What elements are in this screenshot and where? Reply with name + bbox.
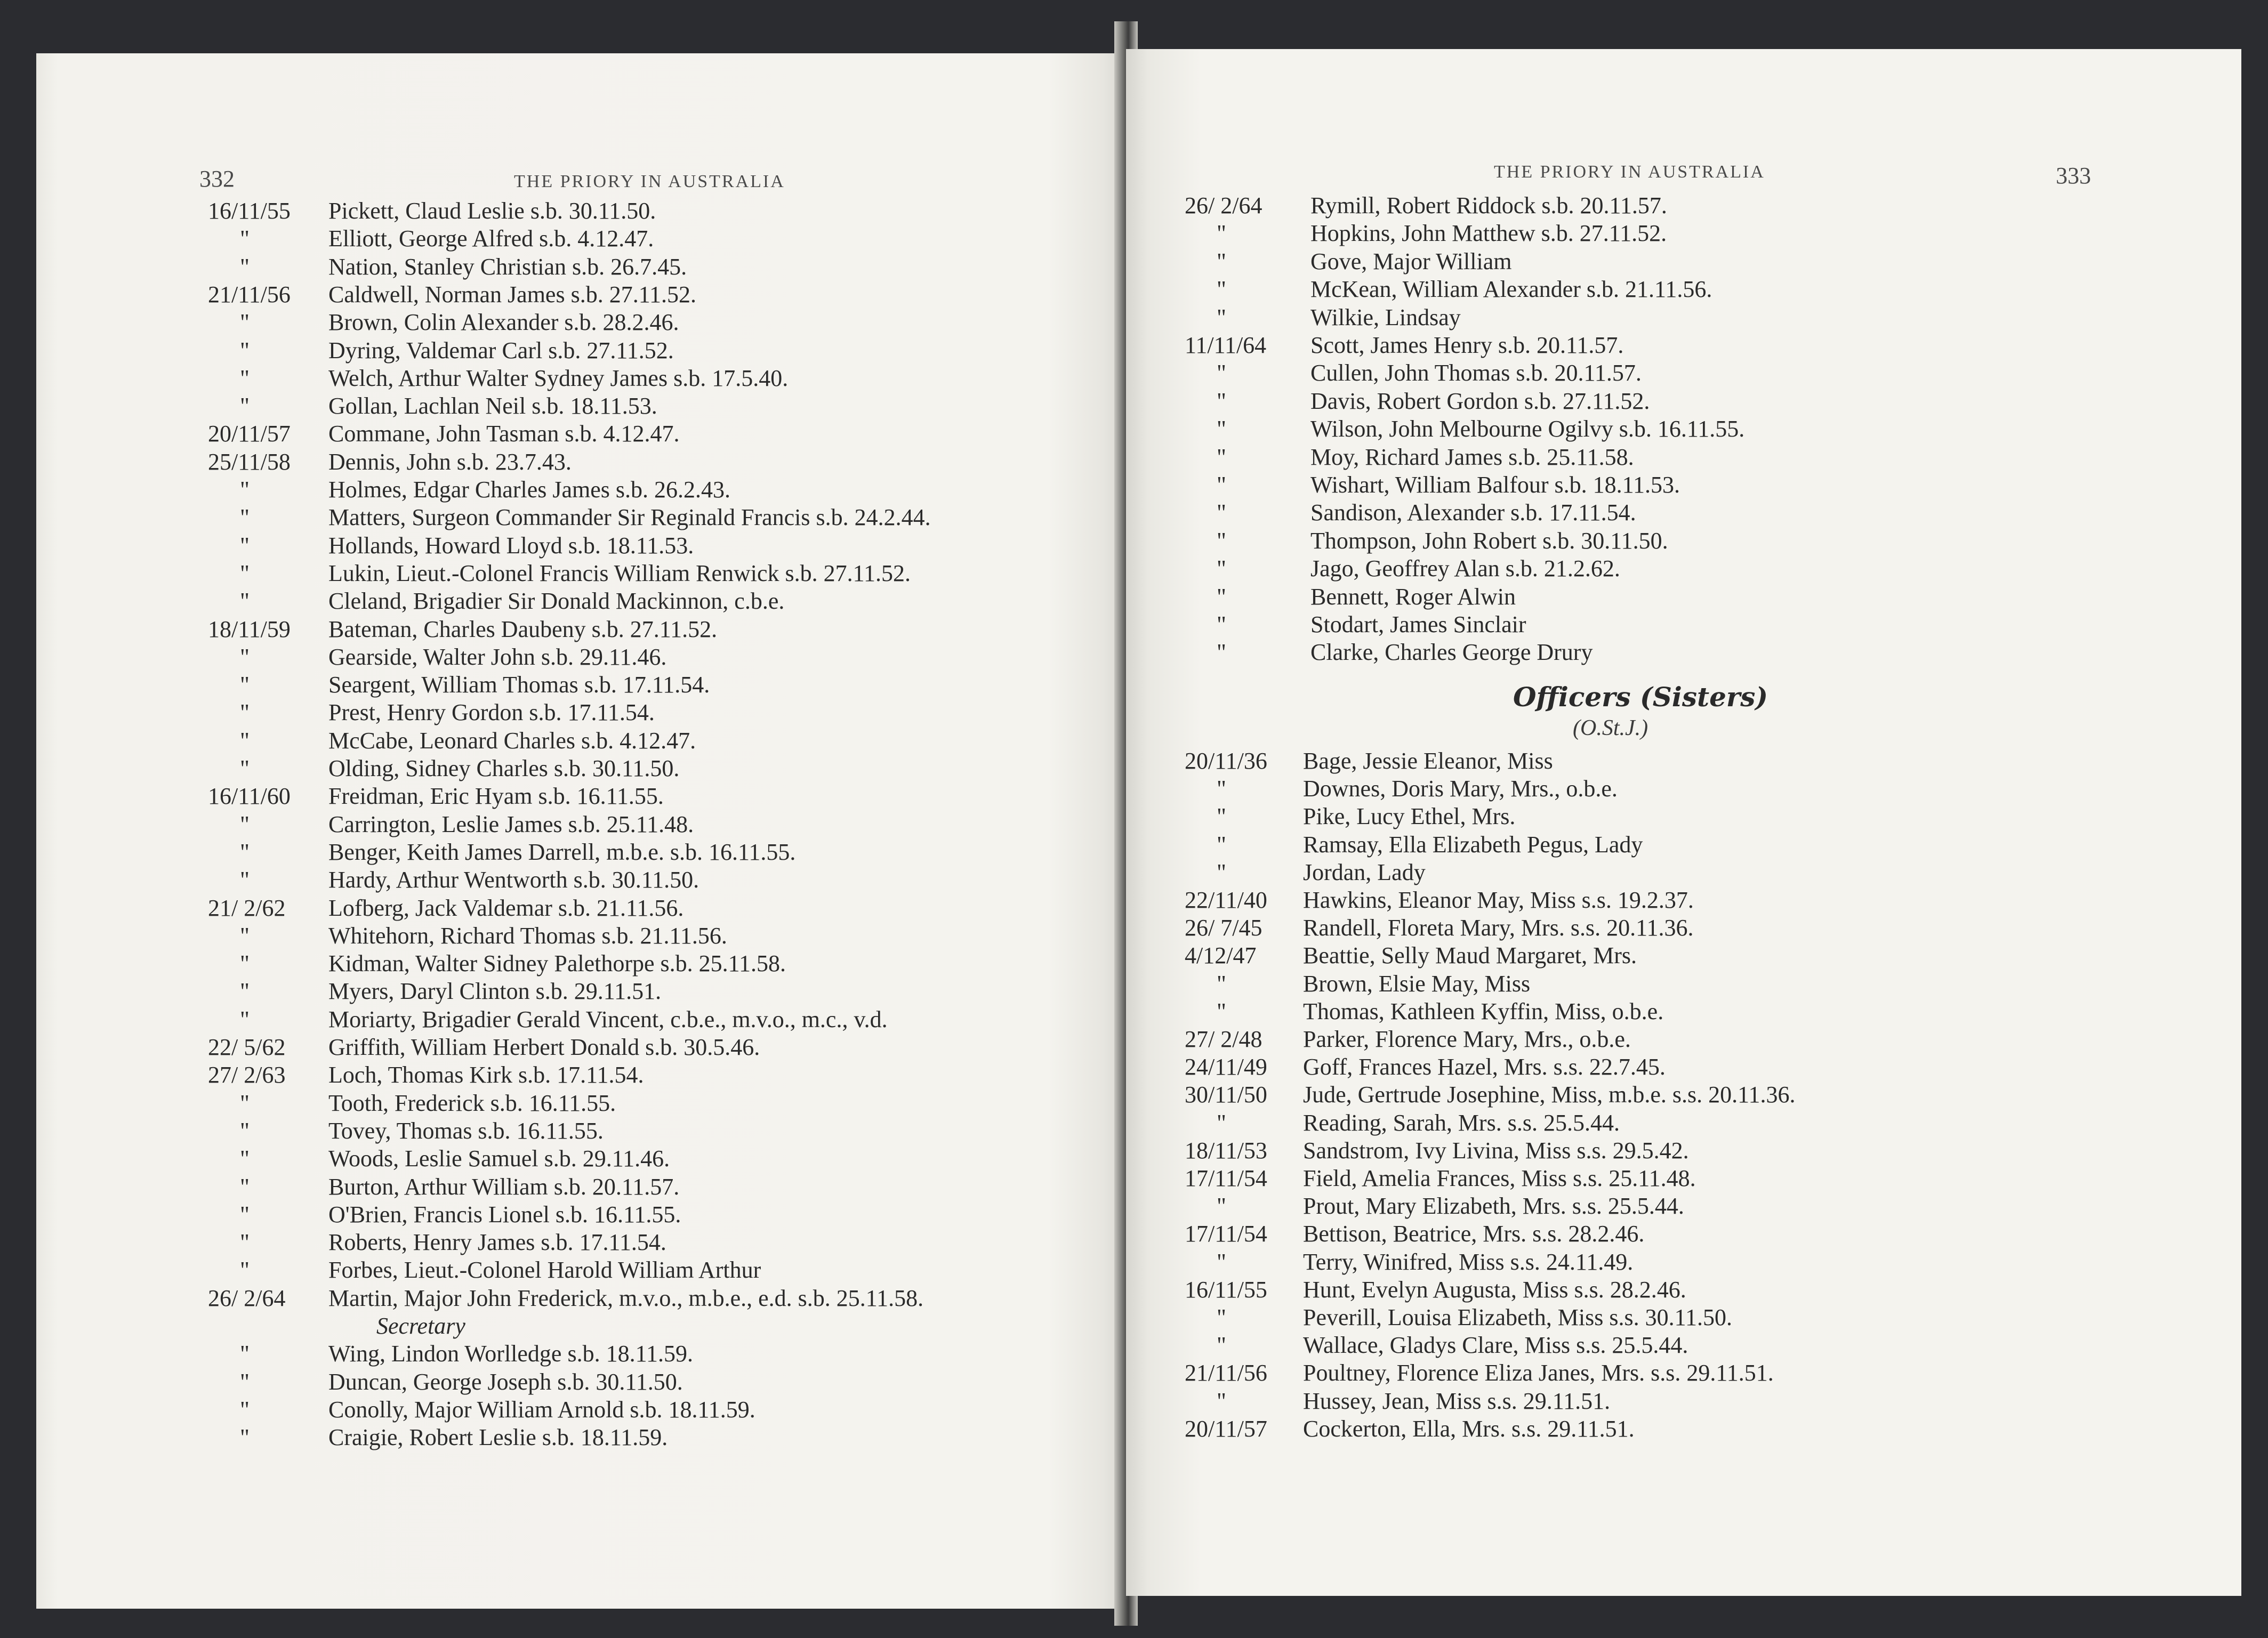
entry-date: " xyxy=(1217,776,1226,802)
list-item xyxy=(1126,220,2241,247)
entry-name: Bennett, Roger Alwin xyxy=(1310,583,1516,610)
entry-date: " xyxy=(1217,1193,1226,1220)
entry-date: " xyxy=(1217,1387,1226,1414)
entry-name: McKean, William Alexander s.b. 21.11.56. xyxy=(1310,276,1712,303)
entry-date: " xyxy=(240,337,250,364)
entry-date: 18/11/59 xyxy=(208,616,291,642)
entry-date: " xyxy=(240,1257,250,1284)
entry-date: " xyxy=(1217,1248,1226,1275)
list-item xyxy=(36,1034,1125,1061)
running-header: THE PRIORY IN AUSTRALIA xyxy=(514,172,785,191)
entry-date: 16/11/55 xyxy=(208,198,291,224)
list-item xyxy=(36,616,1125,643)
list-item xyxy=(1126,388,2241,415)
list-item xyxy=(36,1006,1125,1034)
entry-date: 30/11/50 xyxy=(1185,1082,1267,1108)
entry-name: Dennis, John s.b. 23.7.43. xyxy=(328,448,572,475)
entry-name: Forbes, Lieut.-Colonel Harold William Arthur xyxy=(328,1257,761,1284)
entry-name: Brown, Colin Alexander s.b. 28.2.46. xyxy=(328,309,679,336)
section-subtitle: (O.St.J.) xyxy=(1573,716,1648,740)
list-item xyxy=(36,699,1125,727)
entry-name: Loch, Thomas Kirk s.b. 17.11.54. xyxy=(328,1062,644,1088)
list-item xyxy=(1126,555,2241,583)
list-item xyxy=(36,1368,1125,1396)
entry-name: Reading, Sarah, Mrs. s.s. 25.5.44. xyxy=(1303,1109,1620,1136)
list-item xyxy=(1126,1220,2241,1248)
list-item xyxy=(36,560,1125,587)
entry-name: Sandstrom, Ivy Livina, Miss s.s. 29.5.42. xyxy=(1303,1137,1689,1164)
list-item xyxy=(1126,1026,2241,1053)
list-item xyxy=(1126,1192,2241,1220)
list-item xyxy=(36,1201,1125,1229)
list-item xyxy=(1126,1415,2241,1443)
entry-name: Moy, Richard James s.b. 25.11.58. xyxy=(1310,443,1634,470)
entry-name: Prest, Henry Gordon s.b. 17.11.54. xyxy=(328,699,655,726)
list-item xyxy=(36,643,1125,671)
entry-date: " xyxy=(240,365,250,391)
list-item xyxy=(36,1229,1125,1256)
entry-date: 16/11/55 xyxy=(1185,1276,1267,1303)
entry-date: 25/11/58 xyxy=(208,448,291,475)
list-item xyxy=(1126,611,2241,639)
entry-name: Hunt, Evelyn Augusta, Miss s.s. 28.2.46. xyxy=(1303,1276,1686,1303)
list-item xyxy=(36,894,1125,922)
entry-date: " xyxy=(1217,527,1226,554)
list-item xyxy=(36,727,1125,755)
list-item xyxy=(36,392,1125,420)
entry-name: Wallace, Gladys Clare, Miss s.s. 25.5.44. xyxy=(1303,1332,1688,1359)
entry-date: " xyxy=(240,727,250,754)
entry-name: Benger, Keith James Darrell, m.b.e. s.b. 16.11.55. xyxy=(328,838,796,865)
entry-name: Jordan, Lady xyxy=(1303,859,1426,885)
entry-name: Pike, Lucy Ethel, Mrs. xyxy=(1303,803,1516,830)
entry-date: " xyxy=(1217,248,1226,275)
list-item xyxy=(1126,775,2241,803)
entry-name: Thompson, John Robert s.b. 30.11.50. xyxy=(1310,527,1668,554)
entry-name: Hopkins, John Matthew s.b. 27.11.52. xyxy=(1310,220,1667,247)
entry-date: " xyxy=(1217,1304,1226,1330)
entry-name: Martin, Major John Frederick, m.v.o., m.b.e., e.d. s.b. 25.11.58. xyxy=(328,1285,924,1311)
entry-date: " xyxy=(1217,611,1226,638)
entry-name: Gollan, Lachlan Neil s.b. 18.11.53. xyxy=(328,393,657,419)
entry-name: Holmes, Edgar Charles James s.b. 26.2.43. xyxy=(328,477,730,503)
list-item xyxy=(36,866,1125,894)
entry-name: Wishart, William Balfour s.b. 18.11.53. xyxy=(1310,472,1680,498)
list-item xyxy=(1126,499,2241,527)
entry-name: O'Brien, Francis Lionel s.b. 16.11.55. xyxy=(328,1201,681,1228)
left-page xyxy=(36,53,1125,1609)
entry-date: " xyxy=(240,755,250,781)
entry-name: Tovey, Thomas s.b. 16.11.55. xyxy=(328,1117,604,1144)
list-item xyxy=(1126,1276,2241,1304)
entry-date: " xyxy=(240,504,250,531)
list-item xyxy=(36,922,1125,950)
entry-name: Caldwell, Norman James s.b. 27.11.52. xyxy=(328,281,697,308)
entry-name: Downes, Doris Mary, Mrs., o.b.e. xyxy=(1303,776,1618,802)
list-item xyxy=(1126,359,2241,387)
entry-name: Field, Amelia Frances, Miss s.s. 25.11.48. xyxy=(1303,1165,1696,1191)
entry-date: " xyxy=(1217,499,1226,526)
right-page xyxy=(1126,49,2241,1596)
entry-name: Goff, Frances Hazel, Mrs. s.s. 22.7.45. xyxy=(1303,1054,1666,1080)
entry-name: Hardy, Arthur Wentworth s.b. 30.11.50. xyxy=(328,867,699,893)
entry-name: Roberts, Henry James s.b. 17.11.54. xyxy=(328,1229,666,1256)
entry-name: Jago, Geoffrey Alan s.b. 21.2.62. xyxy=(1310,555,1620,582)
entry-name: Carrington, Leslie James s.b. 25.11.48. xyxy=(328,811,694,837)
list-item xyxy=(36,337,1125,365)
list-item xyxy=(1126,583,2241,611)
list-item xyxy=(1126,1248,2241,1276)
entry-date: " xyxy=(1217,831,1226,858)
entry-date: " xyxy=(1217,803,1226,830)
list-item xyxy=(36,1256,1125,1284)
entry-date: " xyxy=(240,699,250,726)
entry-name: Clarke, Charles George Drury xyxy=(1310,639,1593,666)
entry-date: " xyxy=(1217,998,1226,1024)
list-item xyxy=(36,1090,1125,1117)
entry-date: 18/11/53 xyxy=(1185,1137,1267,1164)
list-item xyxy=(36,1173,1125,1201)
list-item xyxy=(36,281,1125,309)
list-item xyxy=(36,420,1125,448)
entry-name: Wilson, John Melbourne Ogilvy s.b. 16.11.55. xyxy=(1310,416,1745,442)
entry-name: Commane, John Tasman s.b. 4.12.47. xyxy=(328,421,680,447)
list-item xyxy=(1126,1332,2241,1359)
entry-date: " xyxy=(240,1341,250,1367)
entry-date: " xyxy=(1217,970,1226,997)
entry-date: " xyxy=(240,1368,250,1395)
entry-date: " xyxy=(1217,388,1226,414)
entry-date: " xyxy=(1217,416,1226,442)
entry-name: Seargent, William Thomas s.b. 17.11.54. xyxy=(328,672,710,698)
entry-date: 21/11/56 xyxy=(208,281,291,308)
entry-name: Woods, Leslie Samuel s.b. 29.11.46. xyxy=(328,1145,670,1172)
list-item xyxy=(36,755,1125,782)
entry-name: Parker, Florence Mary, Mrs., o.b.e. xyxy=(1303,1026,1631,1052)
entry-date: " xyxy=(240,978,250,1005)
entry-date: " xyxy=(1217,1332,1226,1359)
list-item xyxy=(1126,998,2241,1026)
list-item xyxy=(36,1340,1125,1368)
entry-name: Peverill, Louisa Elizabeth, Miss s.s. 30.11.50. xyxy=(1303,1304,1732,1330)
entry-date: " xyxy=(240,477,250,503)
entry-date: 24/11/49 xyxy=(1185,1054,1267,1080)
section-title: Officers (Sisters) xyxy=(1513,681,1768,713)
list-item xyxy=(36,1117,1125,1145)
entry-name: Welch, Arthur Walter Sydney James s.b. 17.5.40. xyxy=(328,365,789,391)
entry-name: Sandison, Alexander s.b. 17.11.54. xyxy=(1310,499,1636,526)
entry-name: Randell, Floreta Mary, Mrs. s.s. 20.11.36. xyxy=(1303,915,1694,941)
list-item xyxy=(1126,914,2241,942)
list-item xyxy=(1126,886,2241,914)
list-item xyxy=(1126,1137,2241,1165)
list-item xyxy=(1126,1081,2241,1109)
entry-date: 4/12/47 xyxy=(1185,942,1257,969)
list-item xyxy=(1126,942,2241,970)
entry-name: Bage, Jessie Eleanor, Miss xyxy=(1303,748,1553,774)
entry-name: Lofberg, Jack Valdemar s.b. 21.11.56. xyxy=(328,894,684,921)
list-item xyxy=(1126,304,2241,332)
list-item xyxy=(1126,831,2241,859)
entry-name: Wilkie, Lindsay xyxy=(1310,304,1461,330)
list-item xyxy=(1126,471,2241,499)
entry-date: 22/11/40 xyxy=(1185,887,1267,913)
entry-name: Poultney, Florence Eliza Janes, Mrs. s.s. 29.11.51. xyxy=(1303,1360,1774,1386)
entry-name: Hollands, Howard Lloyd s.b. 18.11.53. xyxy=(328,532,694,559)
entry-name: Whitehorn, Richard Thomas s.b. 21.11.56. xyxy=(328,922,727,949)
entry-name: Cullen, John Thomas s.b. 20.11.57. xyxy=(1310,360,1642,386)
list-item xyxy=(36,1061,1125,1089)
entry-date: " xyxy=(240,867,250,893)
entry-name: Duncan, George Joseph s.b. 30.11.50. xyxy=(328,1368,683,1395)
entry-date: " xyxy=(240,225,250,252)
entry-date: " xyxy=(240,1173,250,1200)
entry-date: " xyxy=(1217,304,1226,330)
entry-name: Beattie, Selly Maud Margaret, Mrs. xyxy=(1303,942,1637,969)
list-item xyxy=(1126,1053,2241,1081)
entry-date: 27/ 2/63 xyxy=(208,1062,286,1088)
entry-date: " xyxy=(1217,472,1226,498)
entry-date: " xyxy=(240,532,250,559)
entry-date: " xyxy=(1217,360,1226,386)
entry-name: Bateman, Charles Daubeny s.b. 27.11.52. xyxy=(328,616,718,642)
entry-name: Burton, Arthur William s.b. 20.11.57. xyxy=(328,1173,680,1200)
entry-name: Bettison, Beatrice, Mrs. s.s. 28.2.46. xyxy=(1303,1221,1645,1247)
entry-name: Hawkins, Eleanor May, Miss s.s. 19.2.37. xyxy=(1303,887,1694,913)
entry-date: " xyxy=(1217,220,1226,247)
list-item xyxy=(1126,443,2241,471)
entry-name: Griffith, William Herbert Donald s.b. 30.5.46. xyxy=(328,1034,760,1060)
entry-name: Dyring, Valdemar Carl s.b. 27.11.52. xyxy=(328,337,674,364)
list-item xyxy=(1126,859,2241,886)
list-item xyxy=(36,671,1125,699)
entry-name: Cockerton, Ella, Mrs. s.s. 29.11.51. xyxy=(1303,1415,1635,1442)
entry-date: 26/ 7/45 xyxy=(1185,915,1262,941)
entry-name: Gearside, Walter John s.b. 29.11.46. xyxy=(328,643,667,670)
entry-date: " xyxy=(1217,1109,1226,1136)
entry-date: " xyxy=(240,811,250,837)
entry-name: Prout, Mary Elizabeth, Mrs. s.s. 25.5.44. xyxy=(1303,1193,1684,1220)
entry-date: " xyxy=(240,1145,250,1172)
list-item xyxy=(1126,248,2241,276)
entry-date: " xyxy=(240,1090,250,1116)
entry-date: " xyxy=(1217,276,1226,303)
entry-date: " xyxy=(240,1424,250,1451)
entry-name: Davis, Robert Gordon s.b. 27.11.52. xyxy=(1310,388,1650,414)
list-item xyxy=(1126,527,2241,555)
entry-date: " xyxy=(240,1006,250,1032)
list-item xyxy=(1126,1387,2241,1415)
entry-date: " xyxy=(240,588,250,615)
list-item xyxy=(36,1424,1125,1451)
entry-name: Kidman, Walter Sidney Palethorpe s.b. 25.11.58. xyxy=(328,950,786,977)
list-item xyxy=(36,782,1125,810)
list-item xyxy=(36,978,1125,1005)
entry-date: 17/11/54 xyxy=(1185,1221,1267,1247)
entry-name: Stodart, James Sinclair xyxy=(1310,611,1526,638)
entry-date: 26/ 2/64 xyxy=(208,1285,286,1311)
entry-date: " xyxy=(240,950,250,977)
entry-name: Gove, Major William xyxy=(1310,248,1512,275)
list-item xyxy=(1126,1359,2241,1387)
list-item xyxy=(36,197,1125,225)
entry-date: 16/11/60 xyxy=(208,783,291,810)
entry-name: Thomas, Kathleen Kyffin, Miss, o.b.e. xyxy=(1303,998,1664,1024)
entry-date: " xyxy=(240,1229,250,1256)
entry-name: Wing, Lindon Worlledge s.b. 18.11.59. xyxy=(328,1341,693,1367)
list-item xyxy=(36,587,1125,615)
entry-date: 20/11/57 xyxy=(1185,1415,1267,1442)
entry-name: Nation, Stanley Christian s.b. 26.7.45. xyxy=(328,253,687,280)
entry-name: Olding, Sidney Charles s.b. 30.11.50. xyxy=(328,755,680,781)
list-item xyxy=(36,532,1125,560)
entry-name: Lukin, Lieut.-Colonel Francis William Renwick s.b. 27.11.52. xyxy=(328,560,911,586)
list-item xyxy=(36,1396,1125,1424)
entry-date: 20/11/36 xyxy=(1185,748,1267,774)
list-item xyxy=(36,309,1125,336)
entry-date: " xyxy=(240,1396,250,1423)
entry-name: Hussey, Jean, Miss s.s. 29.11.51. xyxy=(1303,1387,1611,1414)
entry-name: Terry, Winifred, Miss s.s. 24.11.49. xyxy=(1303,1248,1634,1275)
list-item xyxy=(1126,1165,2241,1192)
entry-date: " xyxy=(240,253,250,280)
list-item xyxy=(36,448,1125,476)
entry-date: " xyxy=(240,1117,250,1144)
entry-date: " xyxy=(1217,639,1226,666)
entry-date: 11/11/64 xyxy=(1185,332,1267,358)
list-item xyxy=(36,253,1125,281)
entry-date: 17/11/54 xyxy=(1185,1165,1267,1191)
entry-date: " xyxy=(240,309,250,336)
list-item xyxy=(1126,803,2241,830)
entry-date: " xyxy=(240,672,250,698)
list-item xyxy=(36,1285,1125,1312)
entry-date: " xyxy=(1217,583,1226,610)
entry-name: Conolly, Major William Arnold s.b. 18.11.59. xyxy=(328,1396,755,1423)
list-item xyxy=(36,365,1125,392)
list-item xyxy=(36,838,1125,866)
entry-name: Cleland, Brigadier Sir Donald Mackinnon, c.b.e. xyxy=(328,588,785,615)
entry-name: Brown, Elsie May, Miss xyxy=(1303,970,1531,997)
entry-name: Tooth, Frederick s.b. 16.11.55. xyxy=(328,1090,616,1116)
entry-name: Rymill, Robert Riddock s.b. 20.11.57. xyxy=(1310,192,1667,219)
list-item xyxy=(1126,192,2241,220)
list-item xyxy=(1126,1109,2241,1137)
list-item xyxy=(1126,276,2241,303)
entry-date: 26/ 2/64 xyxy=(1185,192,1262,219)
entry-date: " xyxy=(1217,443,1226,470)
entry-date: " xyxy=(240,838,250,865)
entry-date: 20/11/57 xyxy=(208,421,291,447)
list-item xyxy=(36,504,1125,531)
entry-name: Moriarty, Brigadier Gerald Vincent, c.b.e., m.v.o., m.c., v.d. xyxy=(328,1006,888,1032)
entry-name: Ramsay, Ella Elizabeth Pegus, Lady xyxy=(1303,831,1643,858)
entry-name: Jude, Gertrude Josephine, Miss, m.b.e. s.s. 20.11.36. xyxy=(1303,1082,1796,1108)
entry-name: McCabe, Leonard Charles s.b. 4.12.47. xyxy=(328,727,696,754)
entry-date: 21/ 2/62 xyxy=(208,894,286,921)
entry-name: Myers, Daryl Clinton s.b. 29.11.51. xyxy=(328,978,662,1005)
list-item xyxy=(1126,1304,2241,1332)
entry-name: Craigie, Robert Leslie s.b. 18.11.59. xyxy=(328,1424,668,1451)
list-item xyxy=(1126,332,2241,359)
entry-name: Scott, James Henry s.b. 20.11.57. xyxy=(1310,332,1624,358)
entry-date: " xyxy=(240,393,250,419)
entry-date: " xyxy=(240,643,250,670)
list-item xyxy=(36,476,1125,504)
entry-name: Elliott, George Alfred s.b. 4.12.47. xyxy=(328,225,654,252)
entry-date: 27/ 2/48 xyxy=(1185,1026,1262,1052)
page-number: 333 xyxy=(2056,163,2091,189)
entry-date: 21/11/56 xyxy=(1185,1360,1267,1386)
list-item xyxy=(1126,415,2241,443)
running-header: THE PRIORY IN AUSTRALIA xyxy=(1494,162,1765,182)
list-item xyxy=(36,811,1125,838)
entry-name: Pickett, Claud Leslie s.b. 30.11.50. xyxy=(328,198,656,224)
list-item xyxy=(36,225,1125,253)
entry-name: Secretary xyxy=(376,1313,465,1339)
entry-date: " xyxy=(1217,859,1226,885)
list-item xyxy=(36,950,1125,978)
entry-date: " xyxy=(1217,555,1226,582)
entry-date: " xyxy=(240,560,250,586)
entry-name: Matters, Surgeon Commander Sir Reginald Francis s.b. 24.2.44. xyxy=(328,504,931,531)
entry-date: 22/ 5/62 xyxy=(208,1034,286,1060)
list-item xyxy=(1126,639,2241,666)
list-item xyxy=(36,1145,1125,1173)
entry-name: Freidman, Eric Hyam s.b. 16.11.55. xyxy=(328,783,664,810)
entry-date: " xyxy=(240,922,250,949)
entry-date: " xyxy=(240,1201,250,1228)
list-item xyxy=(1126,970,2241,998)
page-number: 332 xyxy=(199,166,235,192)
list-item xyxy=(1126,747,2241,775)
list-item xyxy=(36,1312,1125,1340)
